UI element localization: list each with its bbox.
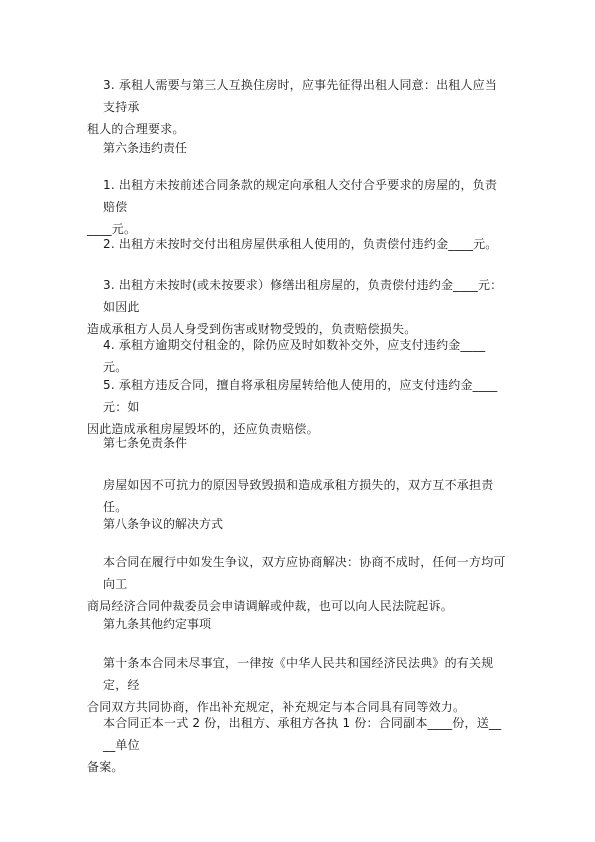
clause-6-item-1 [87, 174, 507, 240]
clause-6-item-5-line-2: 因此造成承租房屋毁坏的，还应负责赔偿。 [87, 422, 319, 436]
clause-6-item-4-text: 4. 承租方逾期交付租金的，除仍应及时如数补交外，应支付违约金____元。 [103, 338, 486, 374]
clause-6-item-5 [87, 374, 507, 440]
clause-6-item-3 [87, 274, 507, 340]
heading-article-8 [103, 513, 507, 535]
clause-6-item-2-text: 2. 出租方未按时交付出租房屋供承租人使用的，负责偿付违约金____元。 [103, 237, 498, 251]
heading-article-9 [103, 613, 507, 635]
clause-7-line: 房屋如因不可抗力的原因导致毁损和造成承租方损失的，双方互不承担责任。 [103, 478, 494, 514]
clause-5-item-3 [87, 74, 507, 140]
copies-clause [87, 712, 507, 778]
clause-8-line-2: 商局经济合同仲裁委员会申请调解或仲裁，也可以向人民法院起诉。 [87, 599, 454, 613]
clause-6-item-4 [103, 334, 507, 378]
clause-6-item-2 [103, 233, 507, 255]
copies-clause-line-2: 备案。 [87, 760, 124, 774]
heading-article-8-text: 第八条争议的解决方式 [103, 517, 224, 531]
clause-7-text [103, 474, 507, 518]
clause-5-item-3-line-1: 3. 承租人需要与第三人互换住房时，应事先征得出租人同意：出租人应当支持承 [103, 78, 498, 114]
clause-6-item-1-line-1: 1. 出租方未按前述合同条款的规定向承租人交付合乎要求的房屋的，负责赔偿 [103, 178, 498, 214]
clause-10-text [87, 652, 507, 718]
clause-6-item-5-line-1: 5. 承租方违反合同，擅自将承租房屋转给他人使用的，应支付违约金____元：如 [103, 378, 498, 414]
clause-8-text [87, 551, 507, 617]
heading-article-7 [103, 432, 507, 454]
heading-article-9-text: 第九条其他约定事项 [103, 617, 212, 631]
clause-6-item-3-line-1: 3. 出租方未按时(或未按要求）修缮出租房屋的，负责偿付违约金____元：如因此 [103, 278, 503, 314]
heading-article-6 [103, 137, 507, 159]
clause-8-line-1: 本合同在履行中如发生争议，双方应协商解决：协商不成时，任何一方均可向工 [103, 555, 506, 591]
clause-5-item-3-line-2: 租人的合理要求。 [87, 122, 185, 136]
heading-article-7-text: 第七条免责条件 [103, 436, 188, 450]
clause-10-line-1: 第十条本合同未尽事宜，一律按《中华人民共和国经济民法典》的有关规定，经 [103, 656, 494, 692]
clause-6-item-1-line-2: ____元。 [87, 222, 137, 236]
clause-6-item-3-line-2: 造成承租方人员人身受到伤害或财物受毁的，负责赔偿损失。 [87, 322, 417, 336]
copies-clause-line-1: 本合同正本一式 2 份，出租方、承租方各执 1 份：合同副本____份，送____单位 [103, 716, 502, 752]
clause-10-line-2: 合同双方共同协商，作出补充规定，补充规定与本合同具有同等效力。 [87, 700, 466, 714]
heading-article-6-text: 第六条违约责任 [103, 141, 188, 155]
